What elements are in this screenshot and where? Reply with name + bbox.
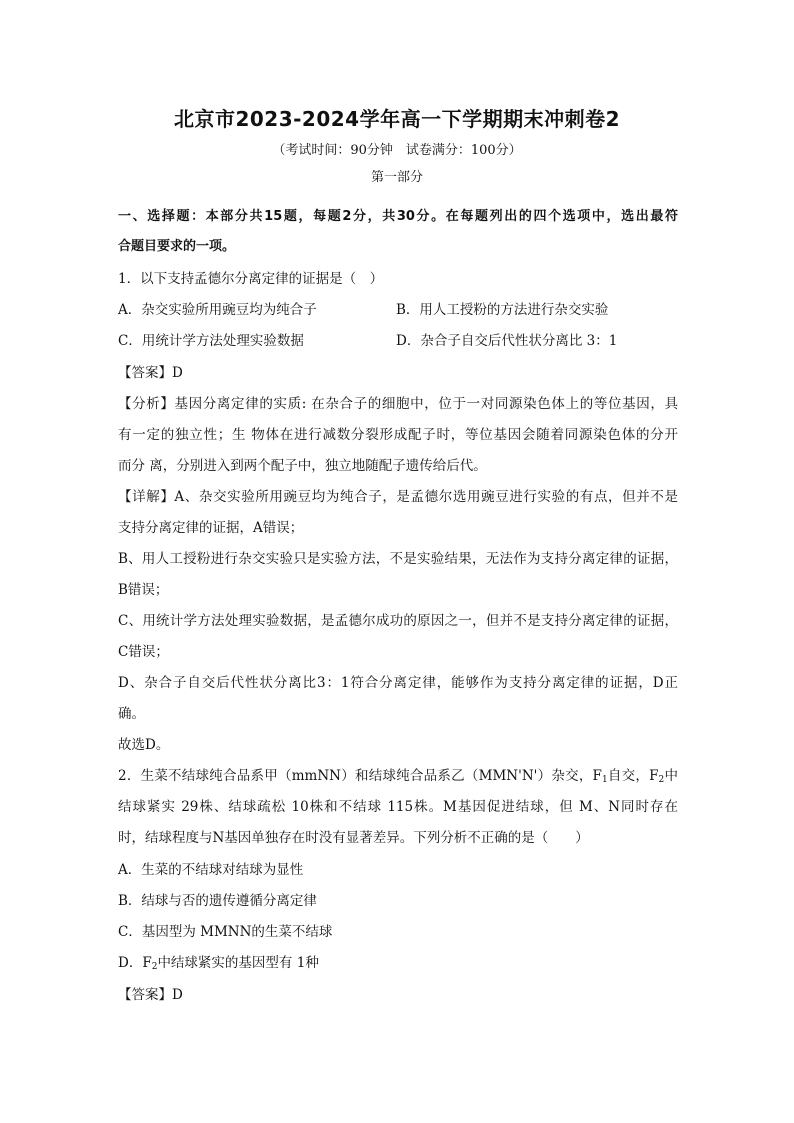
q2-subscript-2: 2 xyxy=(658,775,665,785)
q2-stem-line3: 时，结球程度与N基因单独存在时没有显著差异。下列分析不正确的是（ ） xyxy=(118,830,589,846)
q2-option-d xyxy=(118,954,678,972)
section-instructions-line2: 合题目要求的一项。 xyxy=(118,239,236,254)
q2-stem-text-a: 2．生菜不结球纯合品系甲（mmNN）和结球纯合品系乙（MMN'N'）杂交，F xyxy=(118,768,602,784)
q2-stem-line1 xyxy=(118,767,678,785)
q1-detail-line2: 支持分离定律的证据，A错误； xyxy=(118,520,304,536)
q1-detail-line7: D、杂合子自交后代性状分离比3：1符合分离定律，能够作为支持分离定律的证据，D正 xyxy=(118,675,678,691)
q2-answer: 【答案】D xyxy=(118,987,183,1003)
q2-option-d-subscript: 2 xyxy=(151,962,158,972)
q2-stem-text-b: 自交，F xyxy=(607,768,659,784)
q2-stem-text-c: 中 xyxy=(664,768,678,784)
q2-stem-line2: 结球紧实 29株、结球疏松 10株和不结球 115株。M基因促进结球，但 M、N同时存在 xyxy=(118,799,678,815)
q1-detail-line3: B、用人工授粉进行杂交实验只是实验方法，不是实验结果，无法作为支持分离定律的证据， xyxy=(118,551,678,567)
q2-option-c: C．基因型为 MMNN的生菜不结球 xyxy=(118,924,333,940)
q1-detail-line4: B错误； xyxy=(118,582,169,598)
q1-option-b: B．用人工授粉的方法进行杂交实验 xyxy=(396,302,609,318)
page-title: 北京市2023-2024学年高一下学期期末冲刺卷2 xyxy=(173,107,621,131)
q1-option-c: C．用统计学方法处理实验数据 xyxy=(118,333,304,349)
q1-detail-line1: 【详解】A、杂交实验所用豌豆均为纯合子，是孟德尔选用豌豆进行实验的有点，但并不是 xyxy=(118,489,678,505)
q2-subscript-1: 1 xyxy=(601,775,608,785)
q1-analysis-line2: 有一定的独立性；生 物体在进行减数分裂形成配子时，等位基因会随着同源染色体的分开 xyxy=(118,427,678,443)
q1-detail-line8: 确。 xyxy=(118,706,145,722)
q1-analysis-line3: 而分 离，分别进入到两个配子中，独立地随配子遗传给后代。 xyxy=(118,458,487,474)
q1-detail-line6: C错误； xyxy=(118,644,169,660)
q2-option-b: B．结球与否的遗传遵循分离定律 xyxy=(118,893,317,909)
q1-analysis-line1: 【分析】基因分离定律的实质: 在杂合子的细胞中，位于一对同源染色体上的等位基因，具 xyxy=(118,396,678,412)
q1-option-a: A．杂交实验所用豌豆均为纯合子 xyxy=(118,302,317,318)
section-instructions-line1: 一、选择题：本部分共15题，每题2分，共30分。在每题列出的四个选项中，选出最符 xyxy=(118,209,678,224)
q1-detail-line5: C、用统计学方法处理实验数据，是孟德尔成功的原因之一，但并不是支持分离定律的证据， xyxy=(118,613,678,629)
part-heading: 第一部分 xyxy=(370,170,423,185)
q2-option-d-text-a: D．F xyxy=(118,955,152,971)
q1-conclusion: 故选D。 xyxy=(118,737,170,753)
q2-option-a: A．生菜的不结球对结球为显性 xyxy=(118,862,304,878)
q1-answer: 【答案】D xyxy=(118,365,183,381)
exam-info: （考试时间：90分钟 试卷满分：100分） xyxy=(272,143,522,158)
q1-option-d: D．杂合子自交后代性状分离比 3：1 xyxy=(396,333,618,349)
q2-option-d-text-b: 中结球紧实的基因型有 1种 xyxy=(157,955,319,971)
q1-stem: 1．以下支持孟德尔分离定律的证据是（ ） xyxy=(118,271,384,287)
